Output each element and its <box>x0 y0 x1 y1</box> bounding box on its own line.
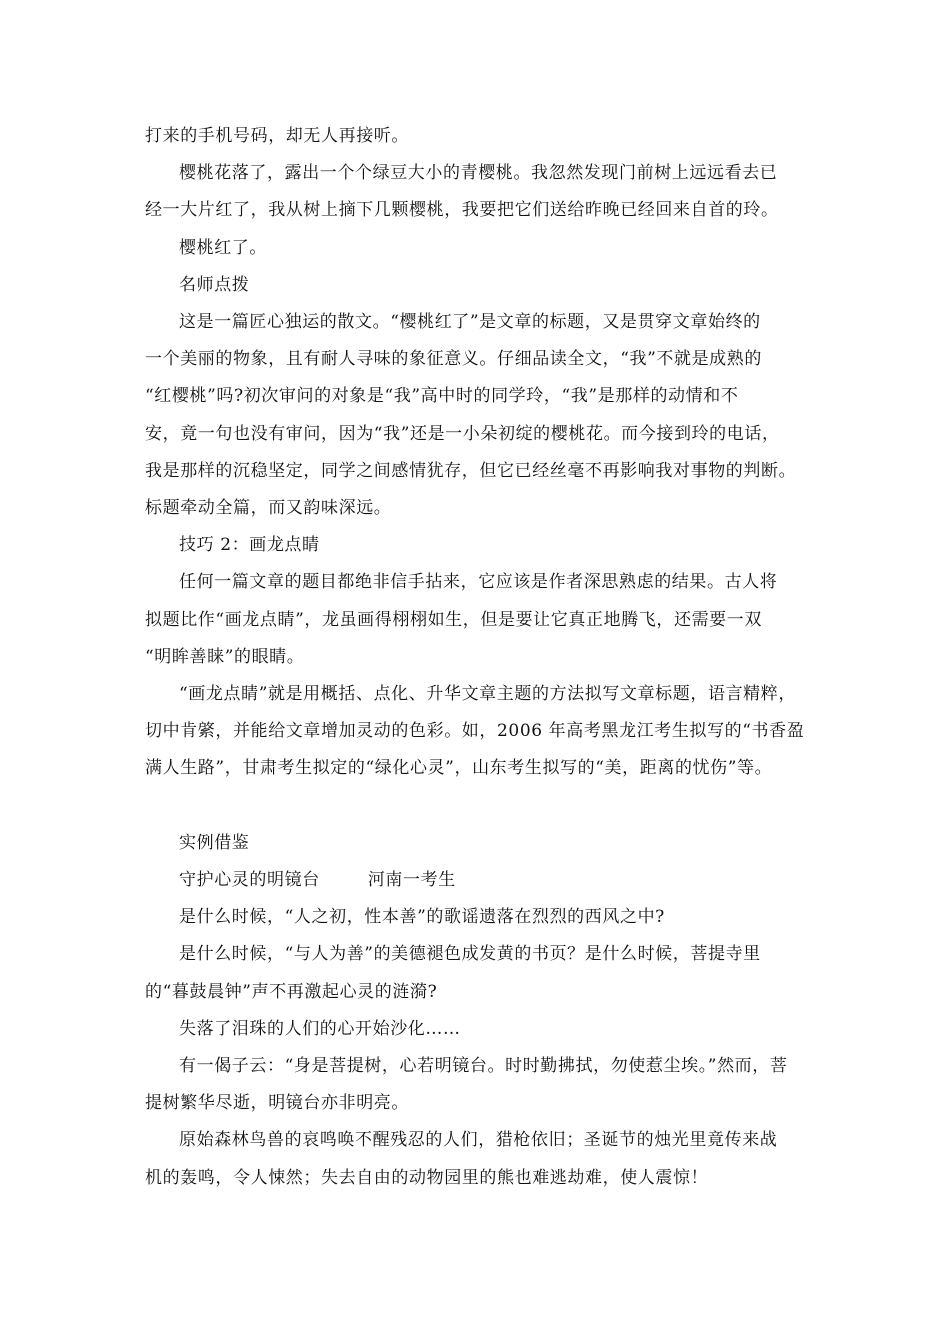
section-heading: 实例借鉴 <box>179 832 250 853</box>
essay-author: 河南一考生 <box>367 870 456 891</box>
essay-title-line <box>145 862 805 899</box>
text-line: 原始森林鸟兽的哀鸣唤不醒残忍的人们，猎枪依旧；圣诞节的烛光里竟传来战 <box>179 1130 778 1151</box>
text-line: 有一偈子云：“身是菩提树，心若明镜台。时时勤拂拭，勿使惹尘埃。”然而，菩 <box>179 1056 788 1077</box>
text-block-upper <box>145 118 805 788</box>
text-line: “明眸善睐”的眼睛。 <box>145 646 305 667</box>
text-line: 经一大片红了，我从树上摘下几颗樱桃，我要把它们送给昨晚已经回来自首的玲。 <box>145 200 779 221</box>
text-line: 切中肯綮，并能给文章增加灵动的色彩。如，2006 年高考黑龙江考生拟写的“书香盈 <box>145 721 805 742</box>
text-line: 樱桃红了。 <box>179 237 267 258</box>
text-line: 标题牵动全篇，而又韵味深远。 <box>145 498 392 519</box>
text-line: 满人生路”，甘肃考生拟定的“绿化心灵”，山东考生拟写的“美，距离的忧伤”等。 <box>145 758 773 779</box>
document-body <box>145 118 805 1197</box>
text-line: 提树繁华尽逝，明镜台亦非明亮。 <box>145 1093 409 1114</box>
text-line: 失落了泪珠的人们的心开始沙化…… <box>179 1018 461 1039</box>
text-line: 安，竟一句也没有审问，因为“我”还是一小朵初绽的樱桃花。而今接到玲的电话， <box>145 423 780 444</box>
text-line: “红樱桃”吗?初次审问的对象是“我”高中时的同学玲，“我”是那样的动情和不 <box>145 386 739 407</box>
essay-title: 守护心灵的明镜台 <box>179 870 320 891</box>
text-line: 名师点拨 <box>179 274 250 295</box>
text-line: 的“暮鼓晨钟”声不再激起心灵的涟漪? <box>145 981 438 1002</box>
text-line: 机的轰鸣，令人悚然；失去自由的动物园里的熊也难逃劫难，使人震惊！ <box>145 1167 709 1188</box>
text-block-essay <box>145 899 805 1197</box>
text-line: 樱桃花落了，露出一个个绿豆大小的青樱桃。我忽然发现门前树上远远看去已 <box>179 163 778 184</box>
text-line: 这是一篇匠心独运的散文。“樱桃红了”是文章的标题，又是贯穿文章始终的 <box>179 312 761 333</box>
text-line: 拟题比作“画龙点睛”，龙虽画得栩栩如生，但是要让它真正地腾飞，还需要一双 <box>145 609 762 630</box>
paragraph-gap <box>145 788 805 825</box>
text-line: 是什么时候，“人之初，性本善”的歌谣遗落在烈烈的西风之中? <box>179 907 665 928</box>
text-line: 技巧 2：画龙点睛 <box>179 535 320 556</box>
text-line: “画龙点睛”就是用概括、点化、升华文章主题的方法拟写文章标题，语言精粹， <box>179 684 796 705</box>
text-line: 我是那样的沉稳坚定，同学之间感情犹存，但它已经丝毫不再影响我对事物的判断。 <box>145 460 797 481</box>
text-line: 一个美丽的物象，且有耐人寻味的象征意义。仔细品读全文，“我”不就是成熟的 <box>145 349 762 370</box>
text-line: 是什么时候，“与人为善”的美德褪色成发黄的书页？是什么时候，菩提寺里 <box>179 944 761 965</box>
text-line: 任何一篇文章的题目都绝非信手拈来，它应该是作者深思熟虑的结果。古人将 <box>179 572 778 593</box>
text-line: 打来的手机号码，却无人再接听。 <box>145 126 409 146</box>
